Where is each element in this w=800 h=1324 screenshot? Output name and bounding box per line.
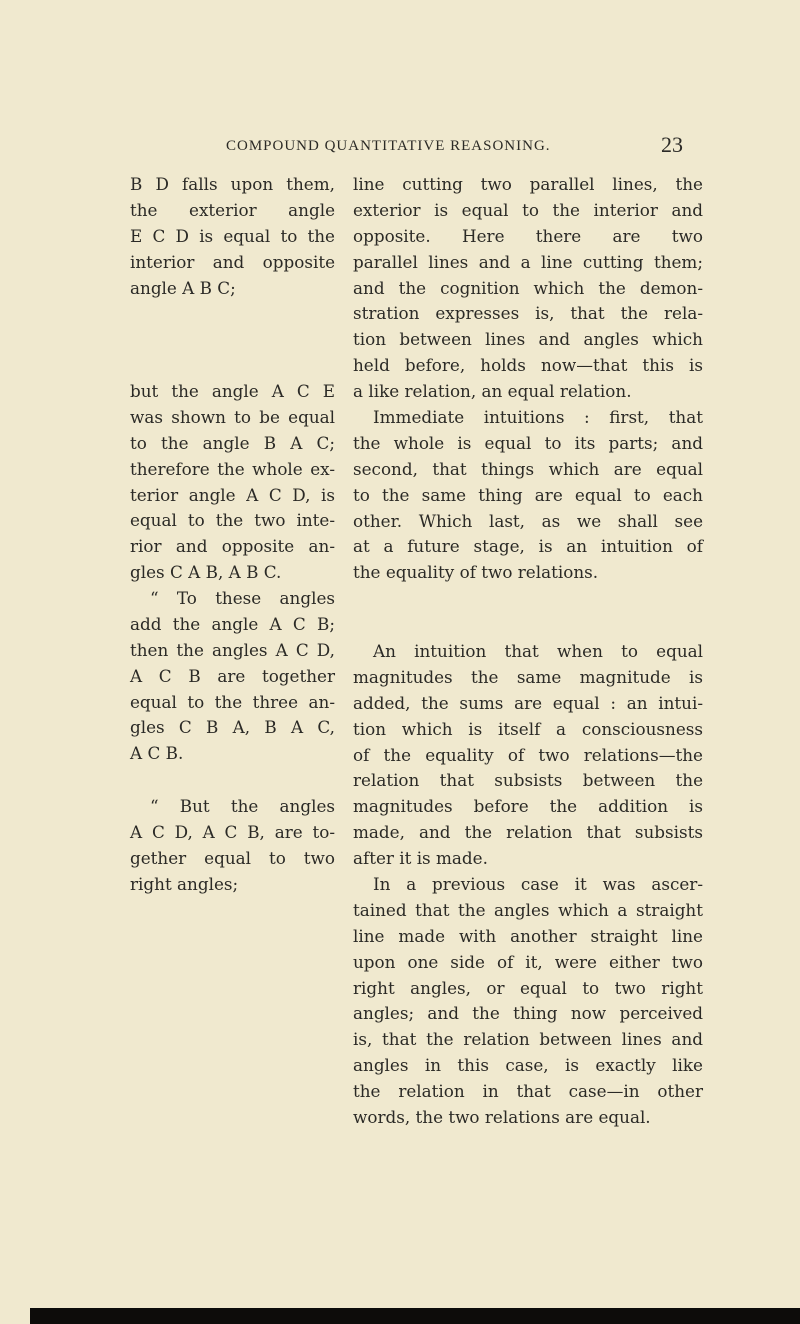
text-line: and the cognition which the demon- [353, 277, 703, 298]
text-line: of the equality of two relations—the [353, 744, 703, 765]
right-paragraph-2 [353, 639, 703, 1131]
text-line: the whole is equal to its parts; and [353, 432, 703, 453]
text-line: stration expresses is, that the rela- [353, 303, 703, 324]
text-line: In a previous case it was ascer- [373, 874, 703, 895]
text-line: interior and opposite [130, 251, 335, 272]
text-line: right angles, or equal to two right [353, 977, 703, 998]
text-line: gles C A B, A B C. [130, 562, 282, 583]
left-block-2 [130, 379, 335, 586]
left-block-4 [130, 794, 335, 898]
text-line: equal to the three an- [130, 691, 335, 712]
text-line: add the angle A C B; [130, 613, 335, 634]
text-line: at a future stage, is an intuition of [353, 536, 703, 557]
left-block-1 [130, 172, 335, 301]
text-line: after it is made. [353, 848, 488, 869]
text-line: gles C B A, B A C, [130, 717, 335, 738]
text-line: held before, holds now—that this is [353, 355, 703, 376]
text-line: opposite. Here there are two [353, 225, 703, 246]
text-line: then the angles A C D, [130, 639, 335, 660]
text-line: parallel lines and a line cutting them; [353, 251, 703, 272]
text-line: the equality of two relations. [353, 562, 599, 583]
text-line: line cutting two parallel lines, the [353, 174, 703, 194]
text-line: right angles; [130, 873, 239, 894]
text-line: is, that the relation between lines and [353, 1029, 703, 1050]
right-paragraph-1 [353, 172, 703, 586]
text-line: but the angle A C E [130, 381, 335, 401]
text-line: words, the two relations are equal. [353, 1107, 651, 1128]
text-line: was shown to be equal [130, 406, 335, 427]
text-line: magnitudes before the addition is [353, 796, 703, 817]
text-line: the relation in that case—in other [353, 1081, 703, 1102]
text-line: A C D, A C B, are to- [130, 821, 335, 842]
text-line: therefore the whole ex- [130, 458, 335, 479]
text-line: angle A B C; [130, 277, 236, 298]
text-line: second, that things which are equal [353, 458, 703, 479]
left-block-3 [130, 586, 335, 767]
text-line: added, the sums are equal : an intui- [353, 692, 703, 713]
text-line: An intuition that when to equal [373, 641, 703, 661]
text-line: “ But the angles [150, 796, 335, 816]
text-line: equal to the two inte- [130, 510, 335, 531]
text-line: magnitudes the same magnitude is [353, 666, 703, 687]
text-line: angles in this case, is exactly like [353, 1055, 703, 1076]
text-line: A C B. [130, 743, 184, 764]
text-line: A C B are together [130, 665, 335, 686]
text-line: B D falls upon them, [130, 174, 335, 194]
page-bottom-edge [30, 1308, 800, 1324]
text-line: the exterior angle [130, 199, 335, 220]
text-line: a like relation, an equal relation. [353, 381, 632, 402]
text-line: upon one side of it, were either two [353, 951, 703, 972]
text-line: to the same thing are equal to each [353, 484, 703, 505]
text-line: Immediate intuitions : first, that [373, 407, 703, 428]
running-head: COMPOUND QUANTITATIVE REASONING. [226, 138, 551, 154]
text-line: other. Which last, as we shall see [353, 510, 703, 531]
text-line: line made with another straight line [353, 925, 703, 946]
text-line: gether equal to two [130, 847, 335, 868]
text-line: terior angle A C D, is [130, 484, 335, 505]
text-line: tion which is itself a consciousness [353, 718, 703, 739]
text-line: “ To these angles [150, 588, 335, 608]
text-line: E C D is equal to the [130, 225, 335, 246]
text-line: tained that the angles which a straight [353, 899, 703, 920]
text-line: rior and opposite an- [130, 536, 335, 557]
text-line: angles; and the thing now perceived [353, 1003, 703, 1024]
page-header [0, 132, 800, 172]
text-line: tion between lines and angles which [353, 329, 703, 350]
text-line: made, and the relation that subsists [353, 822, 703, 843]
text-line: to the angle B A C; [130, 432, 335, 453]
page-number: 23 [661, 132, 683, 157]
text-line: exterior is equal to the interior and [353, 199, 703, 220]
text-line: relation that subsists between the [353, 770, 703, 791]
